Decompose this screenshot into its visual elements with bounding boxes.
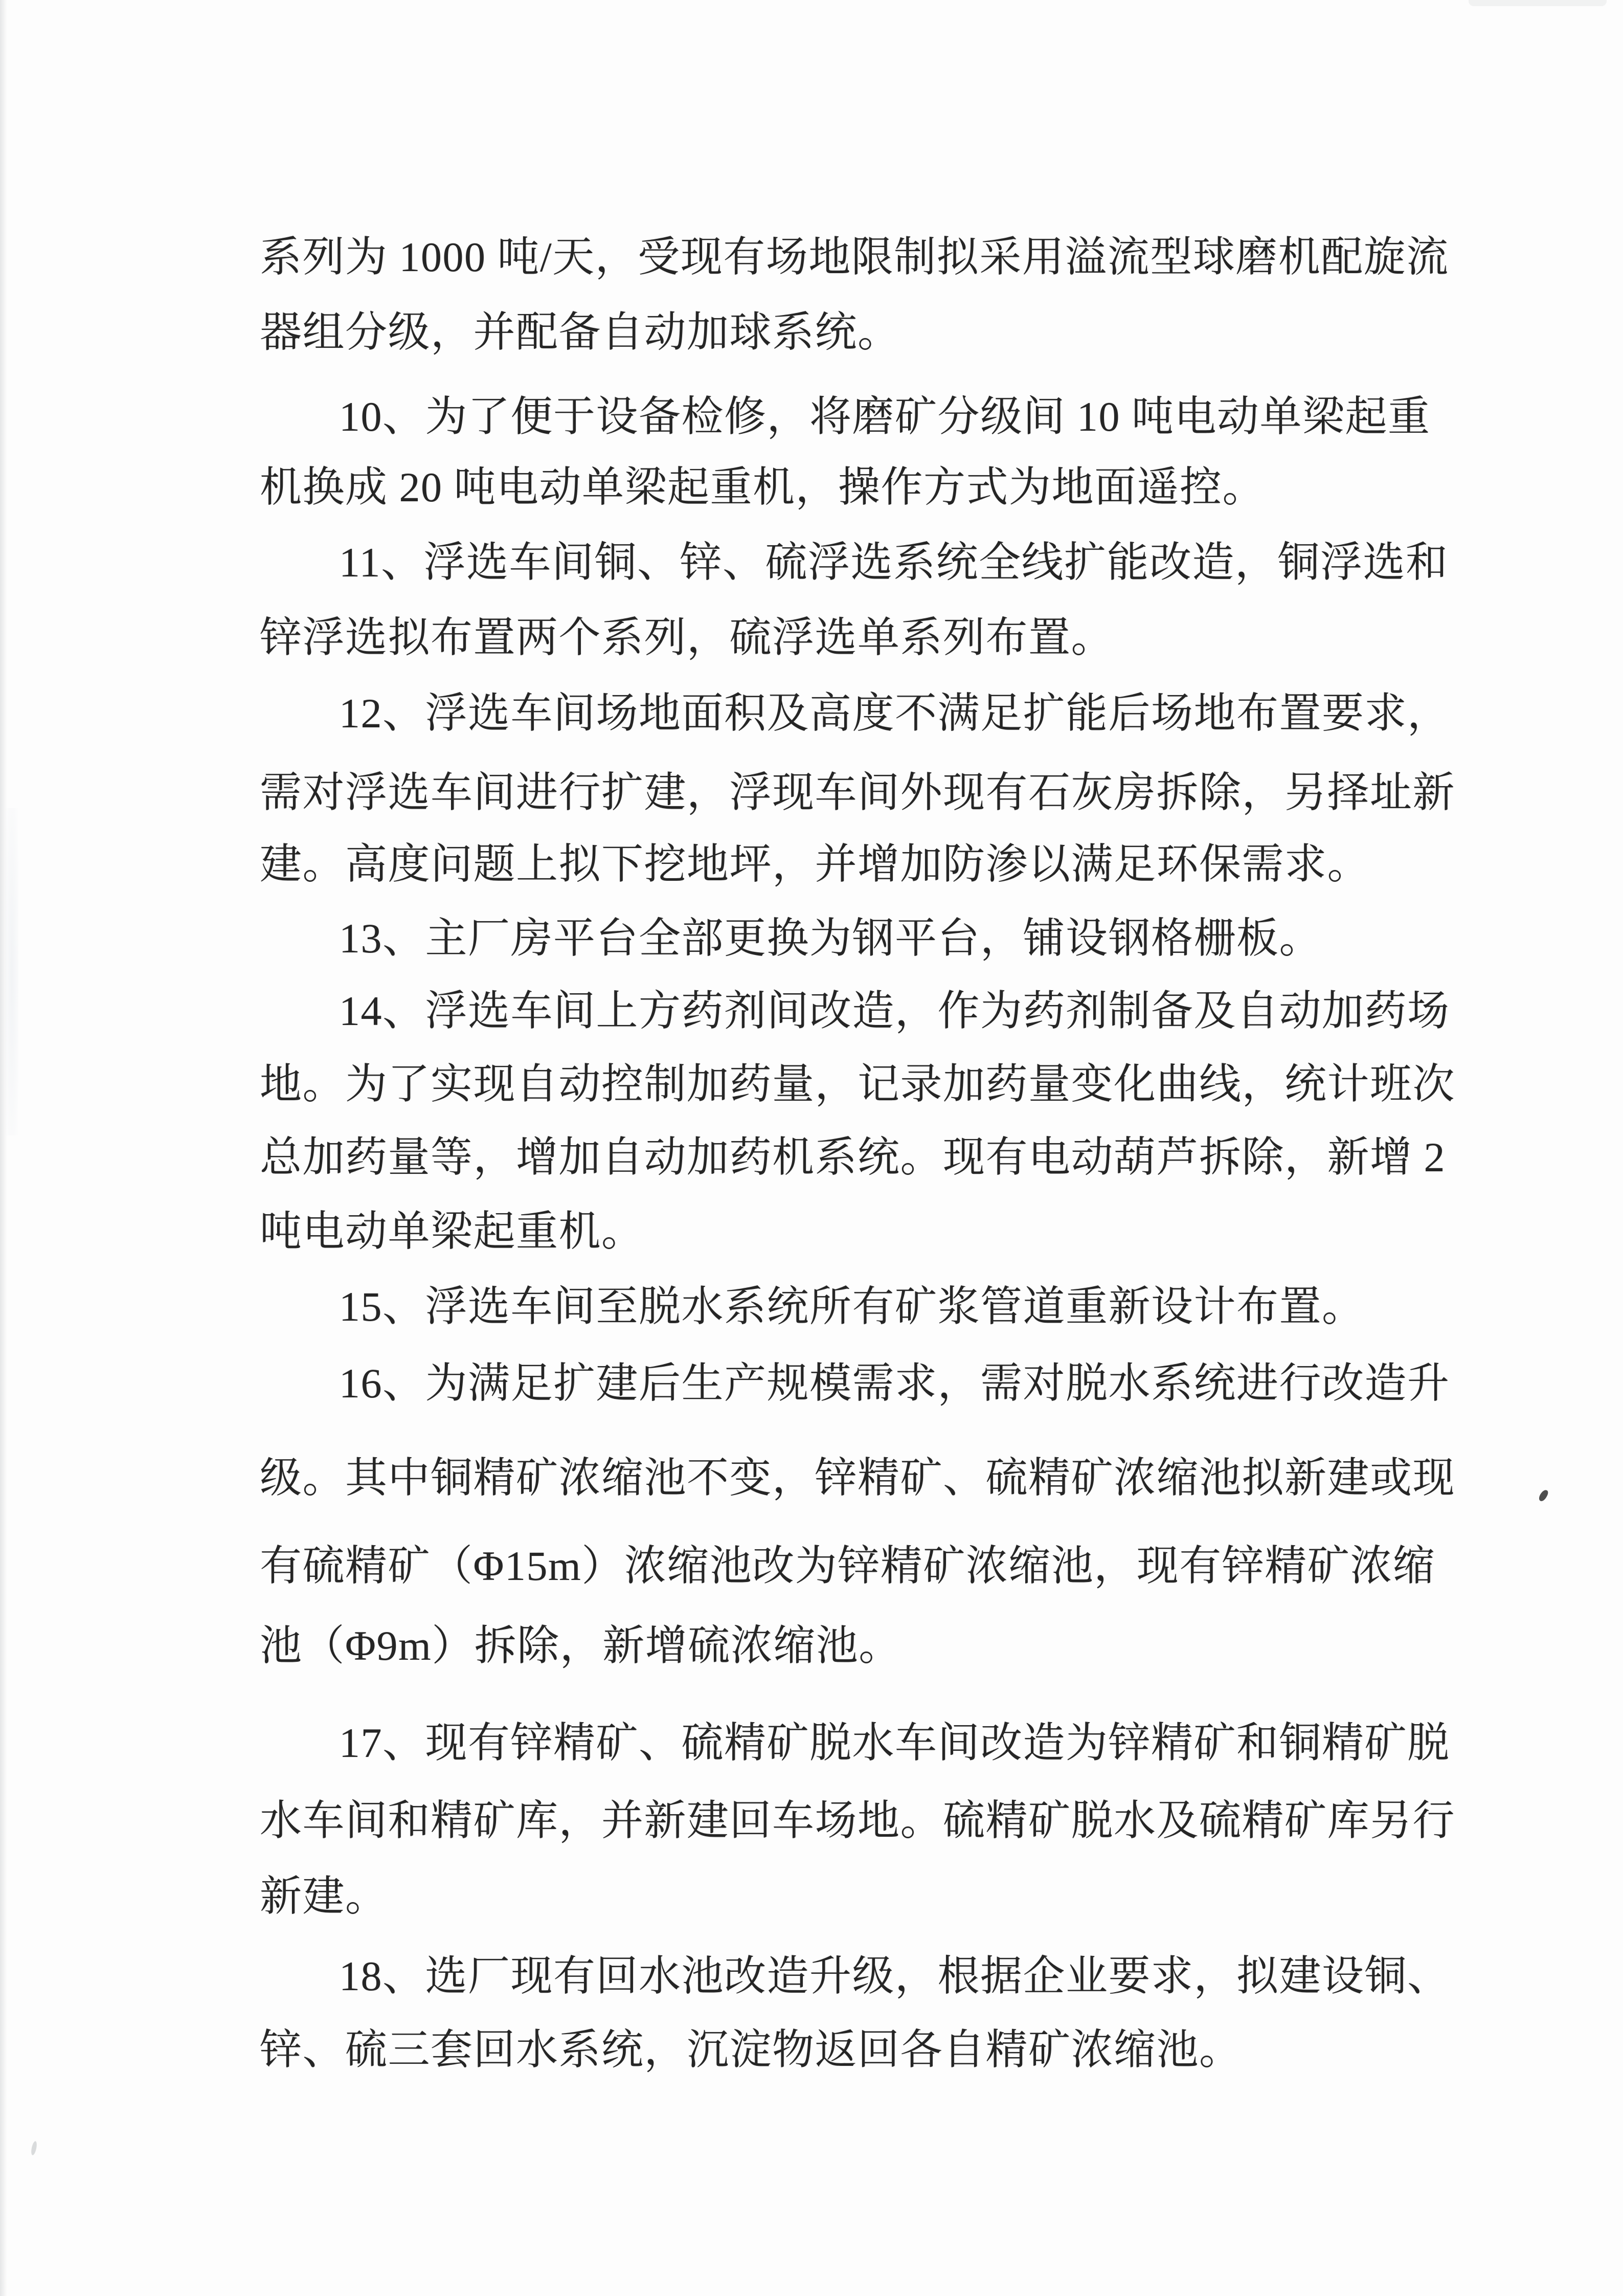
text-line: 锌浮选拟布置两个系列，硫浮选单系列布置。 <box>260 614 1114 661</box>
text-line: 建。高度问题上拟下挖地坪，并增加防渗以满足环保需求。 <box>260 841 1370 887</box>
text-line: 器组分级，并配备自动加球系统。 <box>260 309 900 355</box>
text-line: 新建。 <box>260 1873 388 1920</box>
text-line: 有硫精矿（Φ15m）浓缩池改为锌精矿浓缩池，现有锌精矿浓缩 <box>260 1543 1436 1589</box>
text-line: 17、现有锌精矿、硫精矿脱水车间改造为锌精矿和铜精矿脱 <box>339 1720 1450 1766</box>
text-line: 系列为 1000 吨/天，受现有场地限制拟采用溢流型球磨机配旋流 <box>260 234 1449 280</box>
scan-edge-smudge <box>5 808 18 1135</box>
scan-left-edge-shadow <box>0 0 7 2296</box>
text-line: 11、浮选车间铜、锌、硫浮选系统全线扩能改造，铜浮选和 <box>339 539 1449 586</box>
text-line: 16、为满足扩建后生产规模需求，需对脱水系统进行改造升 <box>339 1360 1450 1407</box>
text-line: 池（Φ9m）拆除，新增硫浓缩池。 <box>260 1622 901 1669</box>
text-line: 地。为了实现自动控制加药量，记录加药量变化曲线，统计班次 <box>260 1061 1456 1107</box>
ink-speck <box>1538 1488 1549 1502</box>
text-line: 级。其中铜精矿浓缩池不变，锌精矿、硫精矿浓缩池拟新建或现 <box>260 1455 1456 1501</box>
text-line: 10、为了便于设备检修，将磨矿分级间 10 吨电动单梁起重 <box>339 393 1431 440</box>
ink-speck <box>30 2141 38 2155</box>
text-line: 机换成 20 吨电动单梁起重机，操作方式为地面遥控。 <box>260 464 1266 510</box>
text-line: 14、浮选车间上方药剂间改造，作为药剂制备及自动加药场 <box>339 988 1450 1034</box>
text-line: 18、选厂现有回水池改造升级，根据企业要求，拟建设铜、 <box>339 1953 1450 1999</box>
text-line: 15、浮选车间至脱水系统所有矿浆管道重新设计布置。 <box>339 1283 1365 1330</box>
text-line: 吨电动单梁起重机。 <box>260 1208 644 1255</box>
text-line: 需对浮选车间进行扩建，浮现车间外现有石灰房拆除，另择址新 <box>260 769 1456 816</box>
text-line: 水车间和精矿库，并新建回车场地。硫精矿脱水及硫精矿库另行 <box>260 1797 1456 1844</box>
text-line: 13、主厂房平台全部更换为钢平台，铺设钢格栅板。 <box>339 915 1322 962</box>
scan-top-smudge <box>1469 0 1607 6</box>
text-line: 总加药量等，增加自动加药机系统。现有电动葫芦拆除，新增 2 <box>260 1134 1446 1180</box>
text-line: 12、浮选车间场地面积及高度不满足扩能后场地布置要求， <box>339 690 1450 737</box>
text-line: 锌、硫三套回水系统，沉淀物返回各自精矿浓缩池。 <box>260 2026 1242 2073</box>
